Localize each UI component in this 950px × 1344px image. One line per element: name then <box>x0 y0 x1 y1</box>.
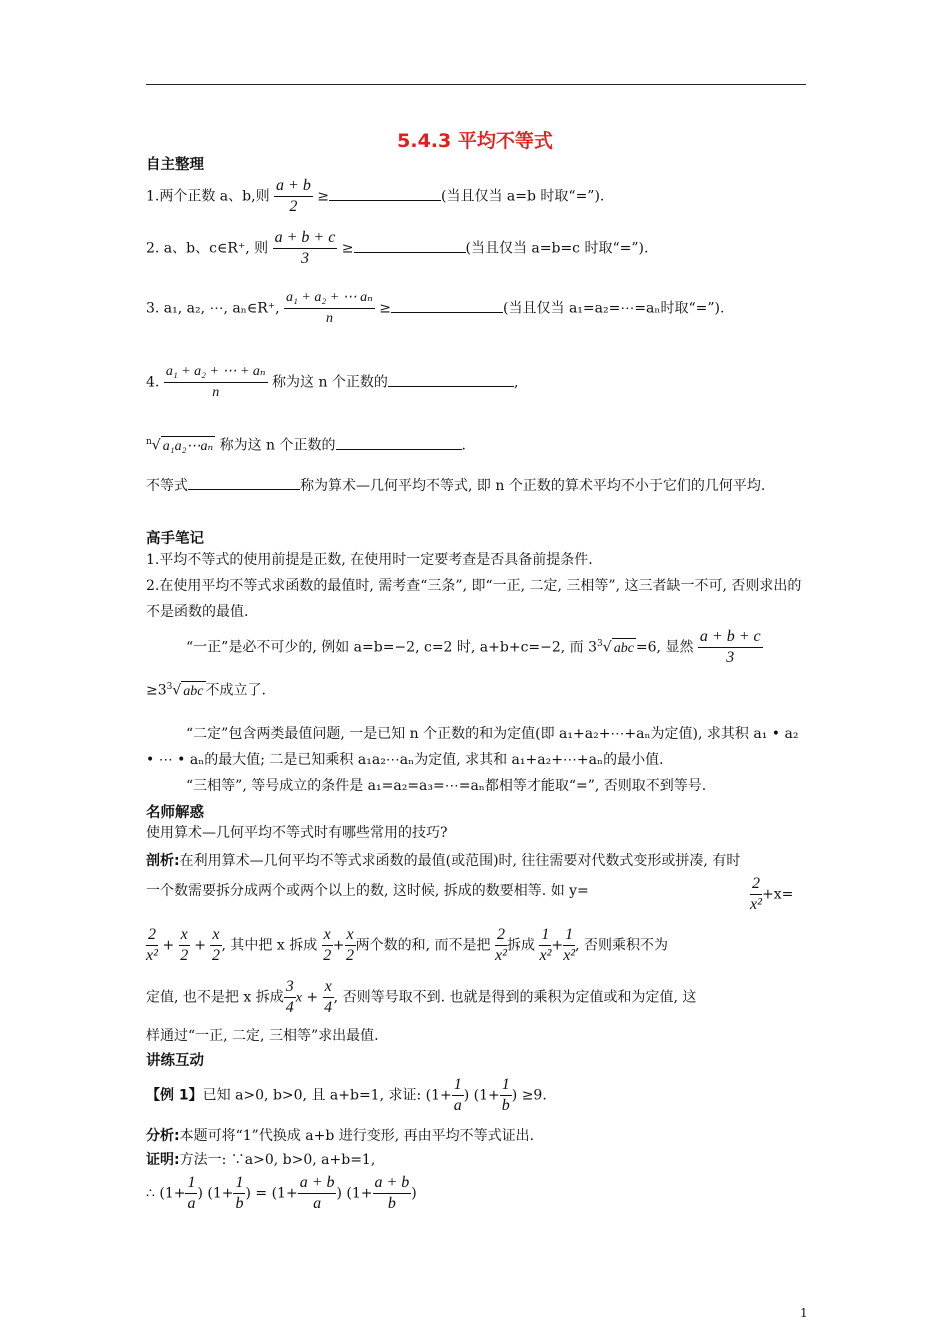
proof-text: 方法一: ∵a>0, b>0, a+b=1, <box>179 1152 376 1168</box>
example-text: 已知 a>0, b>0, 且 a+b=1, 求证: (1+ <box>202 1087 452 1104</box>
item-2-fraction: $\frac{a + b + c}{3}$ <box>274 229 336 267</box>
proof-text: ∴ (1+ <box>146 1185 186 1202</box>
blank-field[interactable] <box>188 475 300 490</box>
teacher-question: 使用算术—几何平均不等式时有哪些常用的技巧? <box>146 825 448 841</box>
root-index: 3 <box>166 682 173 692</box>
example-1 <box>146 1075 547 1116</box>
fraction: $\frac{x}{2}$ <box>323 926 332 964</box>
item-3-text: 3. a₁, a₂, ⋯, aₙ∈R⁺, <box>146 300 280 317</box>
fraction-1-over-a: $\frac{1}{a}$ <box>453 1076 462 1114</box>
fraction: $\frac{2}{\text{x²}}$ <box>495 926 507 964</box>
geq-symbol: ≥ <box>341 240 354 257</box>
note-3-mid: =6, 显然 <box>635 639 694 656</box>
item-6-text: 称为算术—几何平均不等式, 即 n 个 <box>300 478 523 494</box>
item-2 <box>146 228 648 269</box>
teacher-text: 拆成 <box>506 937 535 954</box>
analysis-label: 分析: <box>146 1128 180 1144</box>
proof-label: 证明: <box>146 1152 180 1168</box>
note-3 <box>186 627 763 668</box>
blank-field[interactable] <box>391 298 503 313</box>
teacher-answer-text: 在利用算术—几何平均不等式求函数的最值(或范围)时, 往往需要对代数式变形或拼凑, 有时一个数需要拆分成两个或两个以上的数, 这时候, 拆成的数要相等. 如 y= <box>146 853 741 899</box>
teacher-answer-3: 定值, 也不是把 x 拆成 $\frac{3}{4}$ x + $\frac{x}{4}$ , 否则等号取不到. 也就是得到的乘积为定值或和为定值, 这 <box>146 978 697 1016</box>
section-notes: 高手笔记 <box>146 531 204 547</box>
fraction: $\frac{1}{\text{x²}}$ <box>563 926 576 964</box>
plus-x: +x= <box>762 886 794 903</box>
item-4-end: , <box>513 374 519 391</box>
item-6 <box>146 473 806 499</box>
blank-field[interactable] <box>329 186 441 201</box>
item-3-condition: (当且仅当 a₁=a₂=⋯=aₙ时取“=”). <box>503 300 725 317</box>
teacher-answer-1 <box>146 846 746 906</box>
item-6-pre: 不等式 <box>146 478 188 494</box>
note-3-radicand: abc <box>181 681 205 702</box>
example-text: ) ≥9. <box>511 1087 547 1104</box>
analysis <box>146 1126 534 1146</box>
page-title: 5.4.3 平均不等式 <box>397 130 553 152</box>
item-5-text: 称为这 n 个正数的 <box>219 437 336 454</box>
fraction: $\frac{a + b}{b}$ <box>374 1174 410 1212</box>
radical-sign: √ <box>151 437 161 454</box>
example-text: ) (1+ <box>463 1087 500 1104</box>
note-3-conclusion: 不成立了. <box>205 682 266 699</box>
note-4: “二定”包含两类最值问题, 一是已知 n 个正数的和为定值(即 a₁+a₂+⋯+aₙ为定值), 求其积 a₁ • a₂ • ⋯ • aₙ的最大值; 二是已知乘积 a₁a₂⋯aₙ为定值, 求其和 a₁+a₂+⋯+aₙ的最小值. <box>146 726 799 768</box>
item-1 <box>146 176 604 217</box>
fraction: $\frac{x}{4}$ <box>324 978 333 1016</box>
item-4-num: 4. <box>146 374 160 391</box>
radical-sign: √ <box>172 682 182 699</box>
fraction: $\frac{x}{2}$ <box>346 926 355 964</box>
fraction: $\frac{x}{2}$ <box>180 926 189 964</box>
fraction: $\frac{1}{b}$ <box>235 1174 244 1212</box>
geq-symbol: ≥ <box>317 188 330 205</box>
fraction-2-over-x2: $\frac{2}{\text{x²}}$ <box>750 875 762 913</box>
item-5-radicand: a₁a₂⋯aₙ <box>161 436 215 457</box>
item-4 <box>146 362 518 403</box>
blank-field[interactable] <box>336 435 462 450</box>
item-4-text: 称为这 n 个正数的 <box>272 374 388 391</box>
item-1-fraction: $\frac{a + b}{2}$ <box>276 177 311 215</box>
section-self-study: 自主整理 <box>146 157 204 173</box>
blank-field[interactable] <box>354 238 466 253</box>
note-1: 1.平均不等式的使用前提是正数, 在使用时一定要考查是否具备前提条件. <box>146 552 593 568</box>
note-3-geq: ≥3 <box>146 682 167 699</box>
example-label: 【例 1】 <box>146 1087 203 1104</box>
proof-step: ∴ (1+ $\frac{1}{a}$ ) (1+ $\frac{1}{b}$ ) = (1+ $\frac{a + b}{a}$ ) (1+ $\frac{a + b}{b}$ ) <box>146 1174 417 1212</box>
header-rule <box>146 84 806 85</box>
analysis-label: 剖析: <box>146 853 180 869</box>
teacher-text: 定值, 也不是把 x 拆成 <box>146 989 284 1006</box>
item-5-end: . <box>461 437 466 454</box>
fraction: $\frac{1}{a}$ <box>187 1174 196 1212</box>
item-1-text: 1.两个正数 a、b,则 <box>146 188 270 205</box>
geq-symbol: ≥ <box>379 300 392 317</box>
blank-field[interactable] <box>388 372 514 387</box>
root-index: n <box>146 437 152 447</box>
item-4-fraction: $\frac{\text{a₁ + a₂ + ⋯ + aₙ}}{n}$ <box>165 364 266 400</box>
item-6-rest: 正数的算术平均不小于它们的几何平均. <box>522 478 766 494</box>
page-number: 1 <box>800 1306 808 1320</box>
fraction: $\frac{2}{\text{x²}}$ <box>146 926 158 964</box>
note-3-fraction: $\frac{a + b + c}{3}$ <box>699 628 761 666</box>
note-2: 2.在使用平均不等式求函数的最值时, 需考查“三条”, 即“一正, 二定, 三相等”, 这三者缺一不可, 否则求出的不是函数的最值. <box>146 578 802 620</box>
item-2-text: 2. a、b、c∈R⁺, 则 <box>146 240 269 257</box>
root-index: 3 <box>597 638 603 649</box>
fraction: $\frac{1}{\text{x²}}$ <box>539 926 552 964</box>
proof <box>146 1150 375 1170</box>
teacher-text: 两个数的和, 而不是把 <box>355 937 491 954</box>
item-3 <box>146 288 724 329</box>
analysis-text: 本题可将“1”代换成 a+b 进行变形, 再由平均不等式证出. <box>179 1128 535 1144</box>
fraction: $\frac{x}{2}$ <box>211 926 220 964</box>
teacher-text: , 否则乘积不为 <box>575 937 669 954</box>
note-3-line-2 <box>146 677 266 702</box>
section-teacher: 名师解惑 <box>146 805 204 821</box>
item-1-condition: (当且仅当 a=b 时取“=”). <box>441 188 605 205</box>
note-5: “三相等”, 等号成立的条件是 a₁=a₂=a₃=⋯=aₙ都相等才能取“=”, 否则取不到等号. <box>186 778 707 794</box>
fraction: $\frac{3}{4}$ <box>285 978 294 1016</box>
teacher-text: , 否则等号取不到. 也就是得到的乘积为定值或和为定值, 这 <box>333 989 697 1006</box>
fraction-1-over-b: $\frac{1}{b}$ <box>501 1076 510 1114</box>
teacher-fraction-y <box>750 874 793 915</box>
note-3-text: “一正”是必不可少的, 例如 a=b=−2, c=2 时, a+b+c=−2, 而 3 <box>186 639 598 656</box>
teacher-text: , 其中把 x 拆成 <box>221 937 318 954</box>
item-2-condition: (当且仅当 a=b=c 时取“=”). <box>465 240 649 257</box>
teacher-answer-4: 样通过“一正, 二定, 三相等”求出最值. <box>146 1028 379 1044</box>
var-x: x <box>295 990 302 1006</box>
teacher-answer-2: $\frac{2}{\text{x²}}$ + $\frac{x}{2}$ + $\frac{x}{2}$ , 其中把 x 拆成 $\frac{x}{2}$ + $\frac{x}{2}$ 两个数的和, 而不是把 $\frac{2}{\text{x²}}$ 拆成 $\frac{1}{\text{x²}}$ + $\frac{1}{\text{x²}}$ , 否则乘积不为 <box>146 926 669 964</box>
item-3-fraction: $\frac{\text{a₁ + a₂ + ⋯ aₙ}}{n}$ <box>286 290 373 326</box>
radical-sign: √ <box>602 639 612 656</box>
note-3-radicand: abc <box>612 638 636 659</box>
item-5 <box>146 432 466 457</box>
section-practice: 讲练互动 <box>146 1053 204 1069</box>
fraction: $\frac{a + b}{a}$ <box>299 1174 335 1212</box>
